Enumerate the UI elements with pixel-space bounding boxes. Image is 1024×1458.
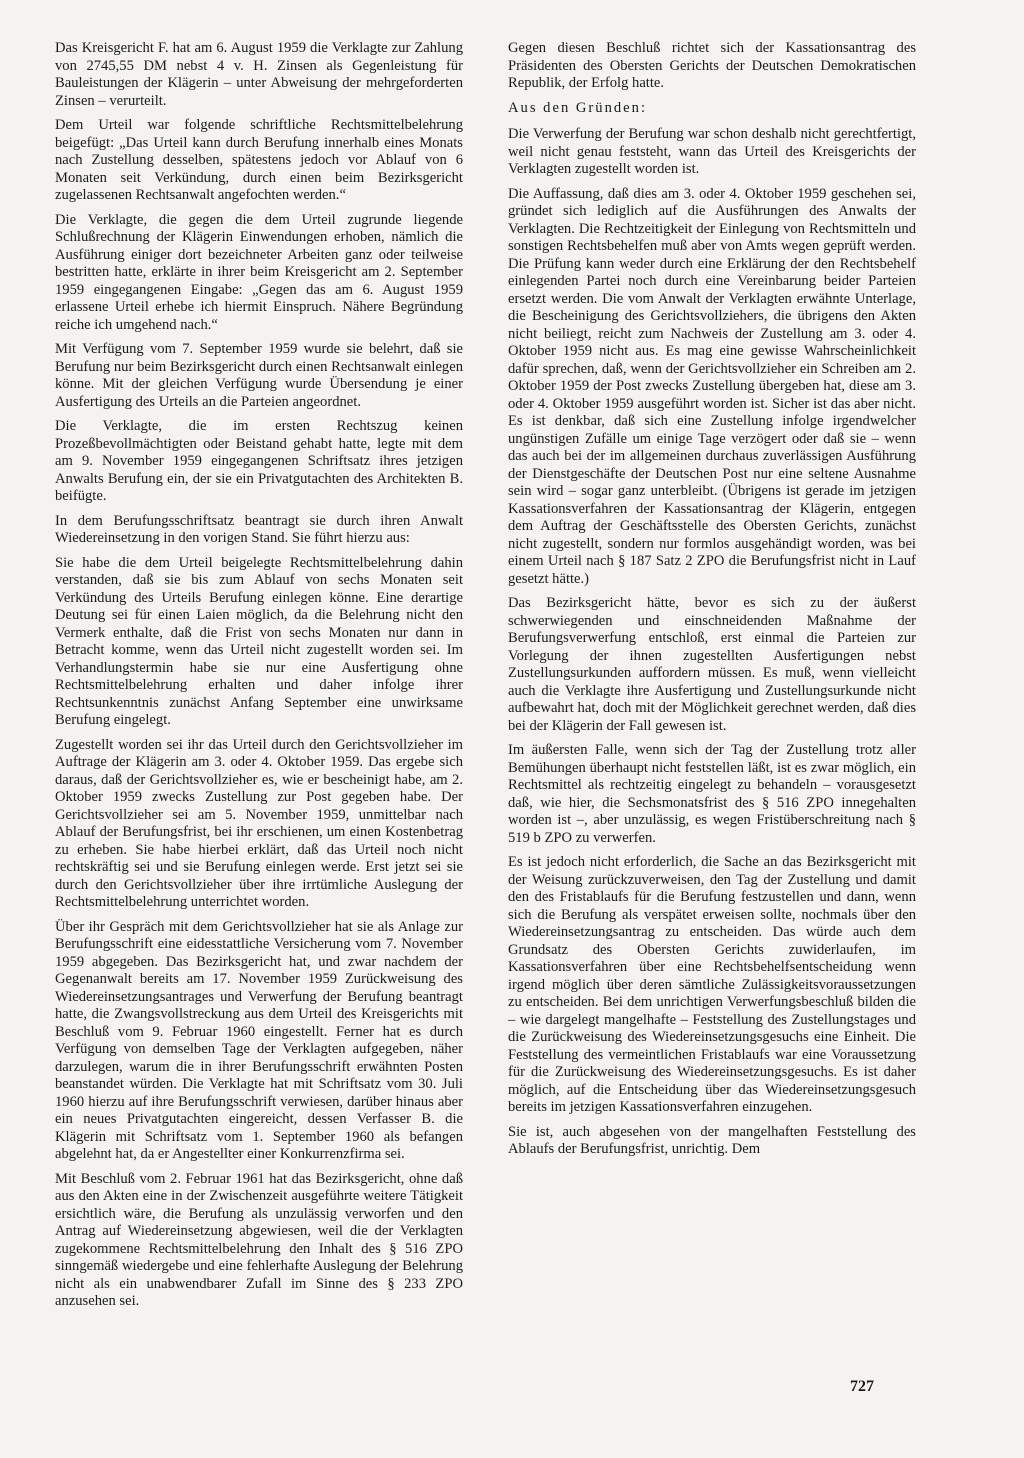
paragraph: Die Verklagte, die im ersten Rechtszug keinen Prozeßbevollmächtigten oder Beistand gehabt hatte, legte mit dem am 9. November 1959 eingegangenen Schriftsatz ihres jetzigen Anwalts Berufung ein, der sie ein Privatgutachten des Architekten B. beifügte. xyxy=(55,418,463,504)
paragraph: Über ihr Gespräch mit dem Gerichtsvollzieher hat sie als Anlage zur Berufungsschrift eine eidesstattliche Versicherung vom 7. November 1959 abgegeben. Das Bezirksgericht hat, und zwar nachdem der Gegenanwalt bereits am 17. November 1959 Zurückweisung des Wiedereinsetzungsantrages und Verwerfung der Berufung beantragt hatte, die Zwangsvollstreckung aus dem Urteil des Kreisgerichts mit Beschluß vom 9. Februar 1960 eingestellt. Ferner hat es durch Verfügung von demselben Tage der Verklagten aufgegeben, näher darzulegen, warum die in ihrer Berufungsschrift erwähnten Posten beanstandet würden. Die Verklagte hat mit Schriftsatz vom 30. Juli 1960 hierzu auf ihre Berufungsschrift verwiesen, darüber hinaus aber ein neues Privatgutachten eingereicht, dessen Verfasser B. die Klägerin mit Schriftsatz vom 1. September 1960 als befangen abgelehnt hat, da er Angestellter einer Konkurrenzfirma sei. xyxy=(55,918,463,1162)
paragraph: Die Verwerfung der Berufung war schon deshalb nicht gerechtfertigt, weil nicht genau feststeht, wann das Urteil des Kreisgerichts der Verklagten zugestellt worden ist. xyxy=(508,126,916,177)
paragraph: In dem Berufungsschriftsatz beantragt sie durch ihren Anwalt Wiedereinsetzung in den vorigen Stand. Sie führt hierzu aus: xyxy=(55,512,463,546)
paragraph: Das Bezirksgericht hätte, bevor es sich zu der äußerst schwerwiegenden und einschneidenden Maßnahme der Berufungsverwerfung entschloß, erst einmal die Parteien zur Vorlegung der ihnen zugestellten Ausfertigungen nebst Zustellungsurkunden auffordern müssen. Es muß, wenn vielleicht auch die Verklagte ihre Ausfertigung und Zustellungsurkunde nicht aufbewahrt hat, doch mit der Möglichkeit gerechnet werden, daß dies bei der Klägerin der Fall gewesen ist. xyxy=(508,595,916,734)
paragraph: Es ist jedoch nicht erforderlich, die Sache an das Bezirksgericht mit der Weisung zurückzuverweisen, den Tag der Zustellung und damit den des Fristablaufs für die Berufung festzustellen und dann, wenn sich die Berufung als verspätet erweisen sollte, nochmals über den Wiedereinsetzungsantrag zu entscheiden. Das würde auch dem Grundsatz des Obersten Gerichts zuwiderlaufen, im Kassationsverfahren über eine Rechtsbehelfsentscheidung wenn irgend möglich über deren sämtliche Zulässigkeitsvoraussetzungen zu entscheiden. Bei dem unrichtigen Verwerfungsbeschluß bilden die – wie dargelegt mangelhafte – Feststellung des Zustellungstages und die Zurückweisung des Wiedereinsetzungsgesuchs eine Einheit. Die Feststellung des vermeintlichen Fristablaufs war eine Voraussetzung für die Zurückweisung des Wiedereinsetzungsgesuchs. Es ist daher möglich, auf die Entscheidung über das Wiedereinsetzungsgesuch bereits im jetzigen Kassationsverfahren einzugehen. xyxy=(508,854,916,1115)
paragraph: Gegen diesen Beschluß richtet sich der Kassationsantrag des Präsidenten des Obersten Gerichts der Deutschen Demokratischen Republik, der Erfolg hatte. xyxy=(508,40,916,91)
section-heading: Aus den Gründen: xyxy=(508,99,648,116)
paragraph: Die Auffassung, daß dies am 3. oder 4. Oktober 1959 geschehen sei, gründet sich lediglich auf die Ausführungen des Anwalts der Verklagten. Die Rechtzeitigkeit der Einlegung von Rechtsmitteln und sonstigen Rechtsbehelfen muß aber von Amts wegen geprüft werden. Die Prüfung kann weder durch eine Erklärung der den Rechtsbehelf einlegenden Partei noch durch eine Vereinbarung beider Parteien ersetzt werden. Die vom Anwalt der Verklagten erwähnte Unterlage, die Bescheinigung des Gerichtsvollziehers, die übrigens den Akten nicht beiliegt, reicht zum Nachweis der Zustellung am 3. oder 4. Oktober 1959 nicht aus. Es mag eine gewisse Wahrscheinlichkeit dafür sprechen, daß, wenn der Gerichtsvollzieher ein Schreiben am 2. Oktober 1959 der Post zwecks Zustellung übergeben hat, diese am 3. oder 4. Oktober 1959 ausgeführt worden ist. Sicher ist das aber nicht. Es ist denkbar, daß sich eine Zustellung infolge irgendwelcher ungünstigen Zufälle um einige Tage verzögert oder daß sie – wenn das auch bei der im allgemeinen durchaus zuverlässigen Ausführung der Dienstgeschäfte der Deutschen Post nur eine seltene Ausnahme sein wird – sogar ganz unterbleibt. (Übrigens ist gerade im jetzigen Kassationsverfahren der Kassationsantrag der Klägerin, entgegen dem Auftrag der Geschäftsstelle des Obersten Gerichts, zunächst nicht zugestellt, sondern nur formlos ausgehändigt worden, was bei einem Urteil nach § 187 Satz 2 ZPO die Berufungsfrist nicht in Lauf gesetzt hätte.) xyxy=(508,185,916,587)
paragraph: Im äußersten Falle, wenn sich der Tag der Zustellung trotz aller Bemühungen überhaupt nicht feststellen läßt, ist es zwar möglich, ein Rechtsmittel als rechtzeitig eingelegt zu behandeln – vorausgesetzt daß, wie hier, die Sechsmonatsfrist des § 516 ZPO innegehalten worden ist –, aber unzulässig, es wegen Fristüberschreitung nach § 519 b ZPO zu verwerfen. xyxy=(508,742,916,846)
paragraph: Das Kreisgericht F. hat am 6. August 1959 die Verklagte zur Zahlung von 2745,55 DM nebst 4 v. H. Zinsen als Gegenleistung für Bauleistungen der Klägerin – unter Abweisung der mehrgeforderten Zinsen – verurteilt. xyxy=(55,40,463,109)
page-number: 727 xyxy=(850,1378,874,1395)
paragraph: Sie habe die dem Urteil beigelegte Rechtsmittelbelehrung dahin verstanden, daß sie bis zum Ablauf von sechs Monaten seit Verkündung des Urteils Berufung einlegen könne. Eine derartige Deutung sei für einen Laien möglich, da die Belehrung nicht den Vermerk enthalte, daß die Frist von sechs Monaten nur dann in Betracht komme, wenn das Urteil nicht zugestellt worden sei. Im Verhandlungstermin habe sie nur eine Ausfertigung ohne Rechtsmittelbelehrung erhalten und daher infolge ihrer Rechtsunkenntnis zunächst Anfang September eine unwirksame Berufung eingelegt. xyxy=(55,554,463,728)
paragraph: Die Verklagte, die gegen die dem Urteil zugrunde liegende Schlußrechnung der Klägerin Einwendungen erhoben, nämlich die Ausführung einiger dort bezeichneter Arbeiten ganz oder teilweise bestritten hatte, erklärte in ihrer beim Kreisgericht am 2. September 1959 eingegangenen Eingabe: „Gegen das am 6. August 1959 erlassene Urteil erhebe ich hiermit Einspruch. Nähere Begründung reiche ich umgehend nach.“ xyxy=(55,211,463,333)
paragraph: Sie ist, auch abgesehen von der mangelhaften Feststellung des Ablaufs der Berufungsfrist, unrichtig. Dem xyxy=(508,1123,916,1157)
paragraph: Mit Verfügung vom 7. September 1959 wurde sie belehrt, daß sie Berufung nur beim Bezirksgericht durch einen Rechtsanwalt einlegen könne. Mit der gleichen Verfügung wurde Übersendung je einer Ausfertigung des Urteils an die Parteien angeordnet. xyxy=(55,341,463,410)
paragraph: Zugestellt worden sei ihr das Urteil durch den Gerichtsvollzieher im Auftrage der Klägerin am 3. oder 4. Oktober 1959. Das ergebe sich daraus, daß der Gerichtsvollzieher es, wie er bescheinigt habe, am 2. Oktober 1959 zwecks Zustellung zur Post gegeben habe. Der Gerichtsvollzieher sei am 5. November 1959, unmittelbar nach Ablauf der Berufungsfrist, bei ihr erschienen, um einen Kostenbetrag zu erheben. Sie habe hierbei erklärt, daß das Urteil noch nicht rechtskräftig sei und sie Berufung einlegen werde. Erst jetzt sei sie durch den Gerichtsvollzieher über ihre irrtümliche Auslegung der Rechtsmittelbelehrung unterrichtet worden. xyxy=(55,736,463,910)
paragraph: Dem Urteil war folgende schriftliche Rechtsmittelbelehrung beigefügt: „Das Urteil kann durch Berufung innerhalb eines Monats nach Zustellung desselben, spätestens jedoch vor Ablauf von 6 Monaten seit Verkündung, durch einen beim Bezirksgericht zugelassenen Rechtsanwalt angefochten werden.“ xyxy=(55,117,463,203)
left-column xyxy=(55,40,463,1318)
right-column xyxy=(508,40,916,1166)
paragraph: Mit Beschluß vom 2. Februar 1961 hat das Bezirksgericht, ohne daß aus den Akten eine in der Zwischenzeit ausgeführte weitere Tätigkeit ersichtlich wäre, die Berufung als unzulässig verworfen und den Antrag auf Wiedereinsetzung abgewiesen, weil die der Verklagten zugekommene Rechtsmittelbelehrung den Inhalt des § 516 ZPO sinngemäß wiedergebe und eine fehlerhafte Auslegung der Belehrung nicht als ein unabwendbarer Zufall im Sinne des § 233 ZPO anzusehen sei. xyxy=(55,1170,463,1309)
